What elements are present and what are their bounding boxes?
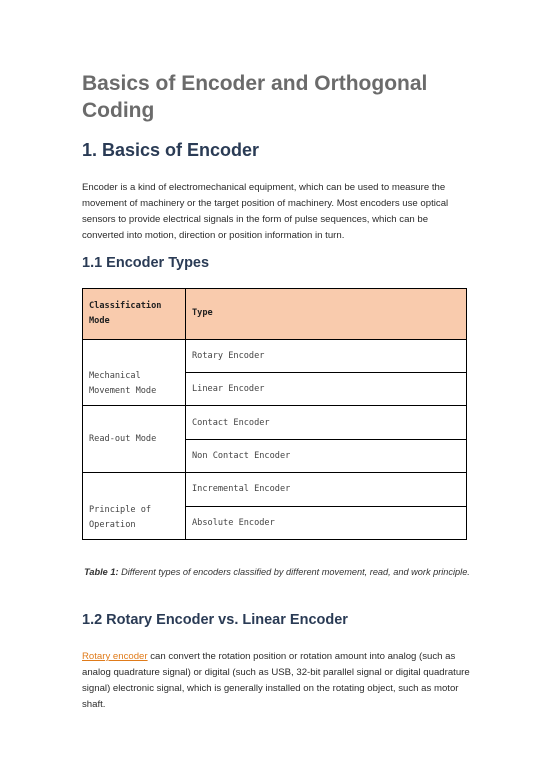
table-type-cell: Non Contact Encoder [186, 439, 467, 472]
table-type-cell: Incremental Encoder [186, 473, 467, 506]
caption-label: Table 1: [84, 567, 119, 577]
table-header-cell: Classification Mode [83, 289, 186, 340]
section-heading-encoder-types: 1.1 Encoder Types [82, 255, 210, 271]
table-row [83, 473, 467, 506]
table-type-cell: Absolute Encoder [186, 506, 467, 539]
table-category-cell: Read-out Mode [83, 406, 186, 473]
document-title: Basics of Encoder and Orthogonal Coding [82, 72, 428, 122]
section-heading-basics: 1. Basics of Encoder [82, 140, 260, 160]
rotary-paragraph [82, 649, 472, 713]
encoder-types-table [82, 288, 467, 540]
table-row [83, 339, 467, 372]
caption-text: Different types of encoders classified by different movement, read, and work principle. [118, 567, 470, 577]
table-type-cell: Rotary Encoder [186, 339, 467, 372]
table-header-cell: Type [186, 289, 467, 340]
rotary-encoder-link[interactable]: Rotary encoder [82, 651, 148, 662]
table-type-cell: Linear Encoder [186, 373, 467, 406]
table-row [83, 406, 467, 439]
intro-paragraph: Encoder is a kind of electromechanical equipment, which can be used to measure the movement of machinery or the target position of machinery. Most encoders use optical sensors to provide electrical signals in the form of pulse sequences, which can be converted into motion, direction or position information in turn. [82, 182, 449, 241]
table-type-cell: Contact Encoder [186, 406, 467, 439]
section-heading-rotary-vs-linear: 1.2 Rotary Encoder vs. Linear Encoder [82, 612, 348, 628]
table-header-row [83, 289, 467, 340]
table-category-cell: Mechanical Movement Mode [83, 339, 186, 406]
rotary-paragraph-text: can convert the rotation position or rotation amount into analog (such as analog quadrature signal) or digital (such as USB, 32-bit parallel signal or digital quadrature signal) electronic signal, which is generally installed on the rotating object, such as motor shaft. [82, 651, 470, 710]
table-category-cell: Principle of Operation [83, 473, 186, 540]
table-caption [82, 565, 472, 579]
